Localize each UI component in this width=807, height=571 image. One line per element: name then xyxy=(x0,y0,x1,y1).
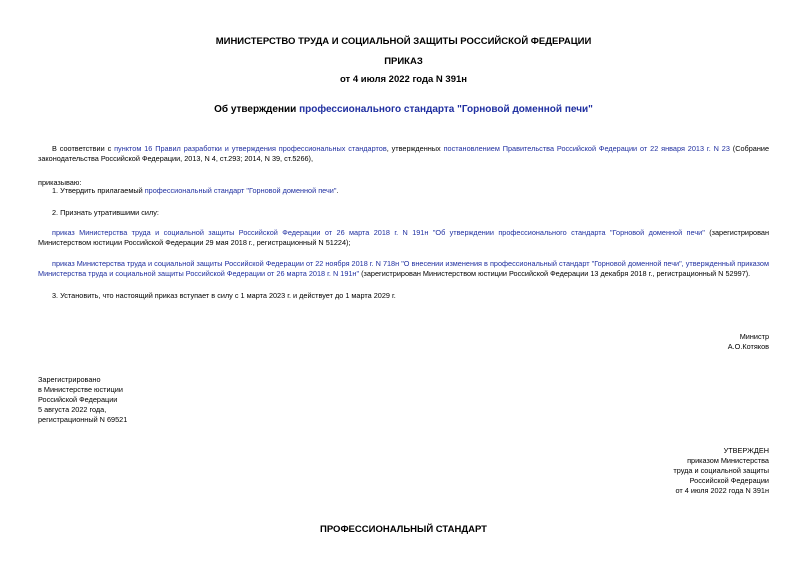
registration-line: Российской Федерации xyxy=(38,395,118,404)
order-718n-title-link[interactable]: "О внесении изменения в профессиональный стандарт "Горновой доменной печи", утвержденный приказом Министерства труда и социальной защиты Российской Федерации от 26 марта 2018 г. N 191н" xyxy=(38,259,769,278)
registration-line: в Министерстве юстиции xyxy=(38,385,123,394)
item-2: 2. Признать утратившими силу: xyxy=(52,208,159,217)
order-word: приказываю: xyxy=(38,178,82,187)
order-191n-title-link[interactable]: "Об утверждении профессионального стандарта "Горновой доменной печи" xyxy=(432,228,705,237)
approval-line: приказом Министерства xyxy=(687,456,769,465)
registration-line: регистрационный N 69521 xyxy=(38,415,128,424)
registration-line: Зарегистрировано xyxy=(38,375,101,384)
repealed-order-1 xyxy=(38,228,769,248)
item-1 xyxy=(52,186,339,196)
signature-block xyxy=(728,332,769,352)
document-type: ПРИКАЗ xyxy=(384,56,423,67)
government-resolution-link[interactable]: постановлением Правительства Российской Федерации от 22 января 2013 г. N 23 xyxy=(443,144,730,153)
document-title xyxy=(0,104,807,115)
preamble-text-3: (Собрание законодательства Российской Федерации, 2013, N 4, ст.293; 2014, N 39, ст.5266), xyxy=(38,144,769,163)
repealed-1-registration: (зарегистрирован Министерством юстиции Российской Федерации 29 мая 2018 г., регистрационный N 51224); xyxy=(38,228,770,247)
signature-position: Министр xyxy=(739,332,769,341)
standard-heading: ПРОФЕССИОНАЛЬНЫЙ СТАНДАРТ xyxy=(320,524,487,535)
approval-line: УТВЕРЖДЕН xyxy=(723,446,769,455)
approval-line: Российской Федерации xyxy=(689,476,769,485)
item-1-text: 1. Утвердить прилагаемый xyxy=(52,186,145,195)
approval-line: от 4 июля 2022 года N 391н xyxy=(675,486,769,495)
preamble-paragraph xyxy=(38,144,769,164)
order-718n-link[interactable]: приказ Министерства труда и социальной защиты Российской Федерации от 22 ноября 2018 г. N 718н xyxy=(52,259,400,268)
rules-point-16-link[interactable]: пунктом 16 Правил разработки и утверждения профессиональных стандартов xyxy=(114,144,387,153)
repealed-2-registration: (зарегистрирован Министерством юстиции Российской Федерации 13 декабря 2018 г., регистрационный N 52997). xyxy=(359,269,751,278)
registration-block xyxy=(38,375,127,425)
professional-standard-link[interactable]: профессиональный стандарт "Горновой доменной печи" xyxy=(144,186,337,195)
preamble-text-2: , утвержденных xyxy=(386,144,444,153)
registration-line: 5 августа 2022 года, xyxy=(38,405,107,414)
preamble-text-1: В соответствии с xyxy=(52,144,115,153)
repealed-order-2 xyxy=(38,259,769,279)
signature-name: А.О.Котяков xyxy=(727,342,769,351)
ministry-heading: МИНИСТЕРСТВО ТРУДА И СОЦИАЛЬНОЙ ЗАЩИТЫ РОССИЙСКОЙ ФЕДЕРАЦИИ xyxy=(215,36,592,47)
document-date-number: от 4 июля 2022 года N 391н xyxy=(339,74,468,85)
order-191n-link[interactable]: приказ Министерства труда и социальной защиты Российской Федерации от 26 марта 2018 г. N 191н xyxy=(52,228,429,237)
item-1-period: . xyxy=(336,186,339,195)
approval-block xyxy=(673,446,769,496)
item-3: 3. Установить, что настоящий приказ вступает в силу с 1 марта 2023 г. и действует до 1 марта 2029 г. xyxy=(52,291,396,300)
approval-line: труда и социальной защиты xyxy=(673,466,769,475)
title-standard-link[interactable]: профессионального стандарта "Горновой доменной печи" xyxy=(299,104,593,115)
title-prefix: Об утверждении xyxy=(214,104,300,115)
